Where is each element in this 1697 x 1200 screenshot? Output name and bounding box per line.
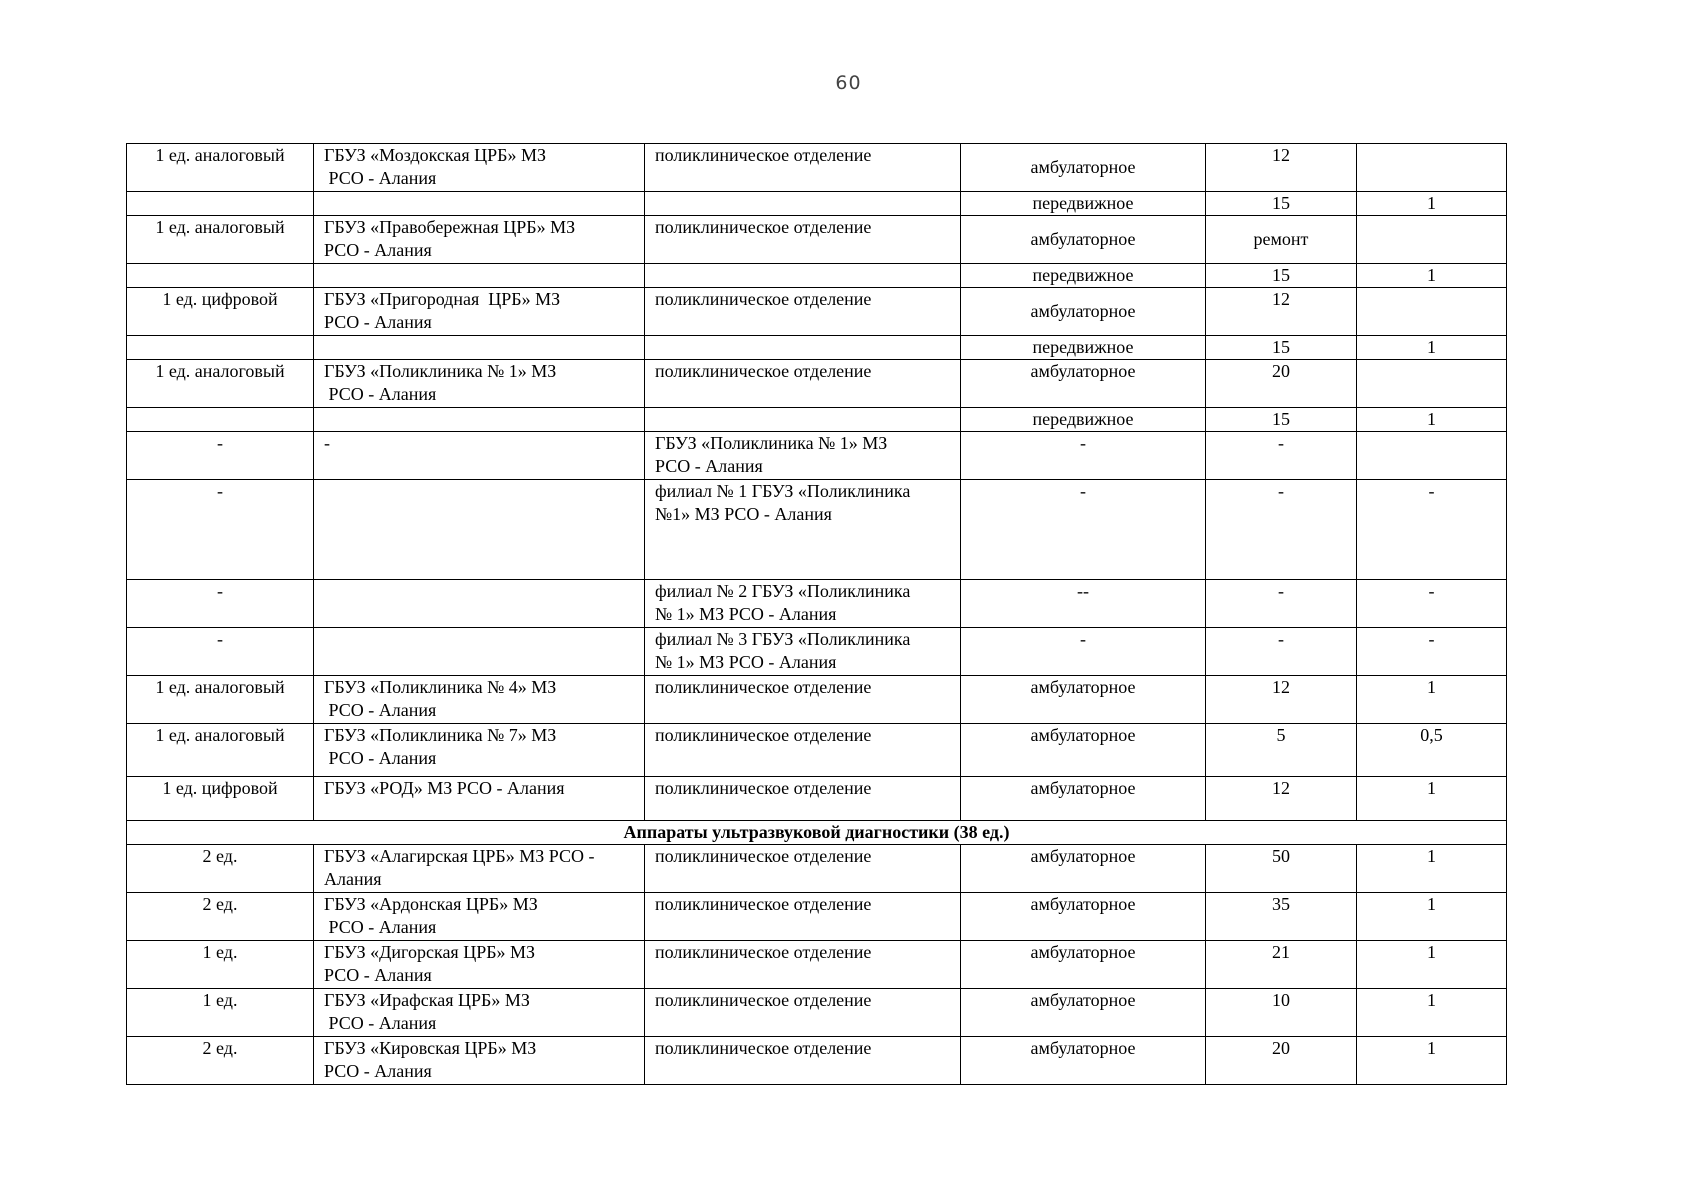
service-type-cell: амбулаторное xyxy=(961,989,1206,1037)
institution-cell: - xyxy=(314,432,645,480)
rate-cell: - xyxy=(1357,480,1507,580)
quantity-cell: 1 ед. аналоговый xyxy=(127,676,314,724)
rate-cell xyxy=(1357,360,1507,408)
institution-cell xyxy=(314,264,645,288)
table-row xyxy=(127,432,1507,480)
department-cell: ГБУЗ «Поликлиника № 1» МЗ РСО - Алания xyxy=(645,432,961,480)
rate-cell: 1 xyxy=(1357,676,1507,724)
department-cell: филиал № 1 ГБУЗ «Поликлиника №1» МЗ РСО - Алания xyxy=(645,480,961,580)
table-row xyxy=(127,480,1507,580)
section-row xyxy=(127,821,1507,845)
quantity-cell: 1 ед. цифровой xyxy=(127,288,314,336)
quantity-cell: 2 ед. xyxy=(127,893,314,941)
table-row xyxy=(127,941,1507,989)
table-row xyxy=(127,893,1507,941)
institution-cell: ГБУЗ «Кировская ЦРБ» МЗ РСО - Алания xyxy=(314,1037,645,1085)
table-row xyxy=(127,360,1507,408)
rate-cell: 0,5 xyxy=(1357,724,1507,777)
value-cell: 10 xyxy=(1206,989,1357,1037)
department-cell xyxy=(645,264,961,288)
value-cell: 12 xyxy=(1206,144,1357,192)
value-cell: 15 xyxy=(1206,408,1357,432)
value-cell: ремонт xyxy=(1206,216,1357,264)
institution-cell xyxy=(314,408,645,432)
rate-cell: 1 xyxy=(1357,845,1507,893)
service-type-cell: - xyxy=(961,628,1206,676)
rate-cell: 1 xyxy=(1357,989,1507,1037)
value-cell: 5 xyxy=(1206,724,1357,777)
service-type-cell: амбулаторное xyxy=(961,216,1206,264)
institution-cell: ГБУЗ «Правобережная ЦРБ» МЗ РСО - Алания xyxy=(314,216,645,264)
value-cell: 12 xyxy=(1206,288,1357,336)
table-row xyxy=(127,1037,1507,1085)
value-cell: 35 xyxy=(1206,893,1357,941)
rate-cell: 1 xyxy=(1357,893,1507,941)
rate-cell xyxy=(1357,144,1507,192)
department-cell: поликлиническое отделение xyxy=(645,216,961,264)
value-cell: 15 xyxy=(1206,336,1357,360)
quantity-cell: 1 ед. аналоговый xyxy=(127,724,314,777)
institution-cell: ГБУЗ «Поликлиника № 7» МЗ РСО - Алания xyxy=(314,724,645,777)
table-row xyxy=(127,777,1507,821)
table-row xyxy=(127,288,1507,336)
service-type-cell: амбулаторное xyxy=(961,288,1206,336)
section-title: Аппараты ультразвуковой диагностики (38 ед.) xyxy=(127,821,1507,845)
value-cell: 21 xyxy=(1206,941,1357,989)
quantity-cell xyxy=(127,192,314,216)
rate-cell: 1 xyxy=(1357,192,1507,216)
institution-cell xyxy=(314,580,645,628)
quantity-cell: - xyxy=(127,432,314,480)
quantity-cell xyxy=(127,408,314,432)
department-cell: поликлиническое отделение xyxy=(645,941,961,989)
institution-cell: ГБУЗ «Пригородная ЦРБ» МЗ РСО - Алания xyxy=(314,288,645,336)
service-type-cell: передвижное xyxy=(961,336,1206,360)
rate-cell: 1 xyxy=(1357,336,1507,360)
service-type-cell: амбулаторное xyxy=(961,724,1206,777)
table-row xyxy=(127,724,1507,777)
department-cell: поликлиническое отделение xyxy=(645,676,961,724)
value-cell: 12 xyxy=(1206,777,1357,821)
table-row xyxy=(127,580,1507,628)
department-cell: филиал № 3 ГБУЗ «Поликлиника № 1» МЗ РСО - Алания xyxy=(645,628,961,676)
institution-cell: ГБУЗ «Поликлиника № 4» МЗ РСО - Алания xyxy=(314,676,645,724)
value-cell: 15 xyxy=(1206,264,1357,288)
institution-cell xyxy=(314,480,645,580)
value-cell: - xyxy=(1206,480,1357,580)
quantity-cell: - xyxy=(127,480,314,580)
rate-cell: 1 xyxy=(1357,777,1507,821)
table-row xyxy=(127,264,1507,288)
institution-cell: ГБУЗ «РОД» МЗ РСО - Алания xyxy=(314,777,645,821)
department-cell xyxy=(645,336,961,360)
institution-cell: ГБУЗ «Поликлиника № 1» МЗ РСО - Алания xyxy=(314,360,645,408)
institution-cell xyxy=(314,192,645,216)
quantity-cell: 1 ед. цифровой xyxy=(127,777,314,821)
rate-cell xyxy=(1357,288,1507,336)
rate-cell: - xyxy=(1357,580,1507,628)
table-row xyxy=(127,216,1507,264)
service-type-cell: амбулаторное xyxy=(961,676,1206,724)
department-cell: поликлиническое отделение xyxy=(645,144,961,192)
service-type-cell: - xyxy=(961,480,1206,580)
rate-cell: 1 xyxy=(1357,1037,1507,1085)
service-type-cell: -- xyxy=(961,580,1206,628)
service-type-cell: амбулаторное xyxy=(961,777,1206,821)
department-cell: поликлиническое отделение xyxy=(645,777,961,821)
quantity-cell: - xyxy=(127,580,314,628)
institution-cell: ГБУЗ «Ирафская ЦРБ» МЗ РСО - Алания xyxy=(314,989,645,1037)
institution-cell: ГБУЗ «Алагирская ЦРБ» МЗ РСО - Алания xyxy=(314,845,645,893)
quantity-cell: 1 ед. аналоговый xyxy=(127,216,314,264)
quantity-cell: 2 ед. xyxy=(127,1037,314,1085)
quantity-cell: 1 ед. аналоговый xyxy=(127,144,314,192)
institution-cell: ГБУЗ «Ардонская ЦРБ» МЗ РСО - Алания xyxy=(314,893,645,941)
institution-cell xyxy=(314,336,645,360)
value-cell: 15 xyxy=(1206,192,1357,216)
quantity-cell: 2 ед. xyxy=(127,845,314,893)
table-row xyxy=(127,336,1507,360)
department-cell: филиал № 2 ГБУЗ «Поликлиника № 1» МЗ РСО - Алания xyxy=(645,580,961,628)
value-cell: - xyxy=(1206,580,1357,628)
service-type-cell: амбулаторное xyxy=(961,144,1206,192)
service-type-cell: амбулаторное xyxy=(961,893,1206,941)
department-cell: поликлиническое отделение xyxy=(645,989,961,1037)
rate-cell: 1 xyxy=(1357,941,1507,989)
service-type-cell: - xyxy=(961,432,1206,480)
service-type-cell: амбулаторное xyxy=(961,845,1206,893)
table-row xyxy=(127,628,1507,676)
equipment-table xyxy=(126,143,1507,1085)
rate-cell xyxy=(1357,432,1507,480)
value-cell: - xyxy=(1206,628,1357,676)
service-type-cell: амбулаторное xyxy=(961,1037,1206,1085)
institution-cell: ГБУЗ «Моздокская ЦРБ» МЗ РСО - Алания xyxy=(314,144,645,192)
table-row xyxy=(127,144,1507,192)
service-type-cell: передвижное xyxy=(961,192,1206,216)
service-type-cell: амбулаторное xyxy=(961,360,1206,408)
institution-cell xyxy=(314,628,645,676)
rate-cell: 1 xyxy=(1357,264,1507,288)
rate-cell: - xyxy=(1357,628,1507,676)
page-number: 60 xyxy=(835,72,862,94)
quantity-cell: 1 ед. xyxy=(127,941,314,989)
quantity-cell: 1 ед. xyxy=(127,989,314,1037)
table-row xyxy=(127,676,1507,724)
service-type-cell: передвижное xyxy=(961,408,1206,432)
department-cell: поликлиническое отделение xyxy=(645,288,961,336)
department-cell xyxy=(645,408,961,432)
quantity-cell: 1 ед. аналоговый xyxy=(127,360,314,408)
value-cell: 20 xyxy=(1206,1037,1357,1085)
value-cell: 50 xyxy=(1206,845,1357,893)
quantity-cell xyxy=(127,264,314,288)
value-cell: 12 xyxy=(1206,676,1357,724)
rate-cell xyxy=(1357,216,1507,264)
department-cell: поликлиническое отделение xyxy=(645,893,961,941)
table-row xyxy=(127,845,1507,893)
quantity-cell xyxy=(127,336,314,360)
institution-cell: ГБУЗ «Дигорская ЦРБ» МЗ РСО - Алания xyxy=(314,941,645,989)
department-cell: поликлиническое отделение xyxy=(645,360,961,408)
department-cell: поликлиническое отделение xyxy=(645,724,961,777)
department-cell xyxy=(645,192,961,216)
service-type-cell: амбулаторное xyxy=(961,941,1206,989)
table-row xyxy=(127,408,1507,432)
value-cell: 20 xyxy=(1206,360,1357,408)
quantity-cell: - xyxy=(127,628,314,676)
department-cell: поликлиническое отделение xyxy=(645,1037,961,1085)
value-cell: - xyxy=(1206,432,1357,480)
table-row xyxy=(127,192,1507,216)
rate-cell: 1 xyxy=(1357,408,1507,432)
table-row xyxy=(127,989,1507,1037)
department-cell: поликлиническое отделение xyxy=(645,845,961,893)
service-type-cell: передвижное xyxy=(961,264,1206,288)
